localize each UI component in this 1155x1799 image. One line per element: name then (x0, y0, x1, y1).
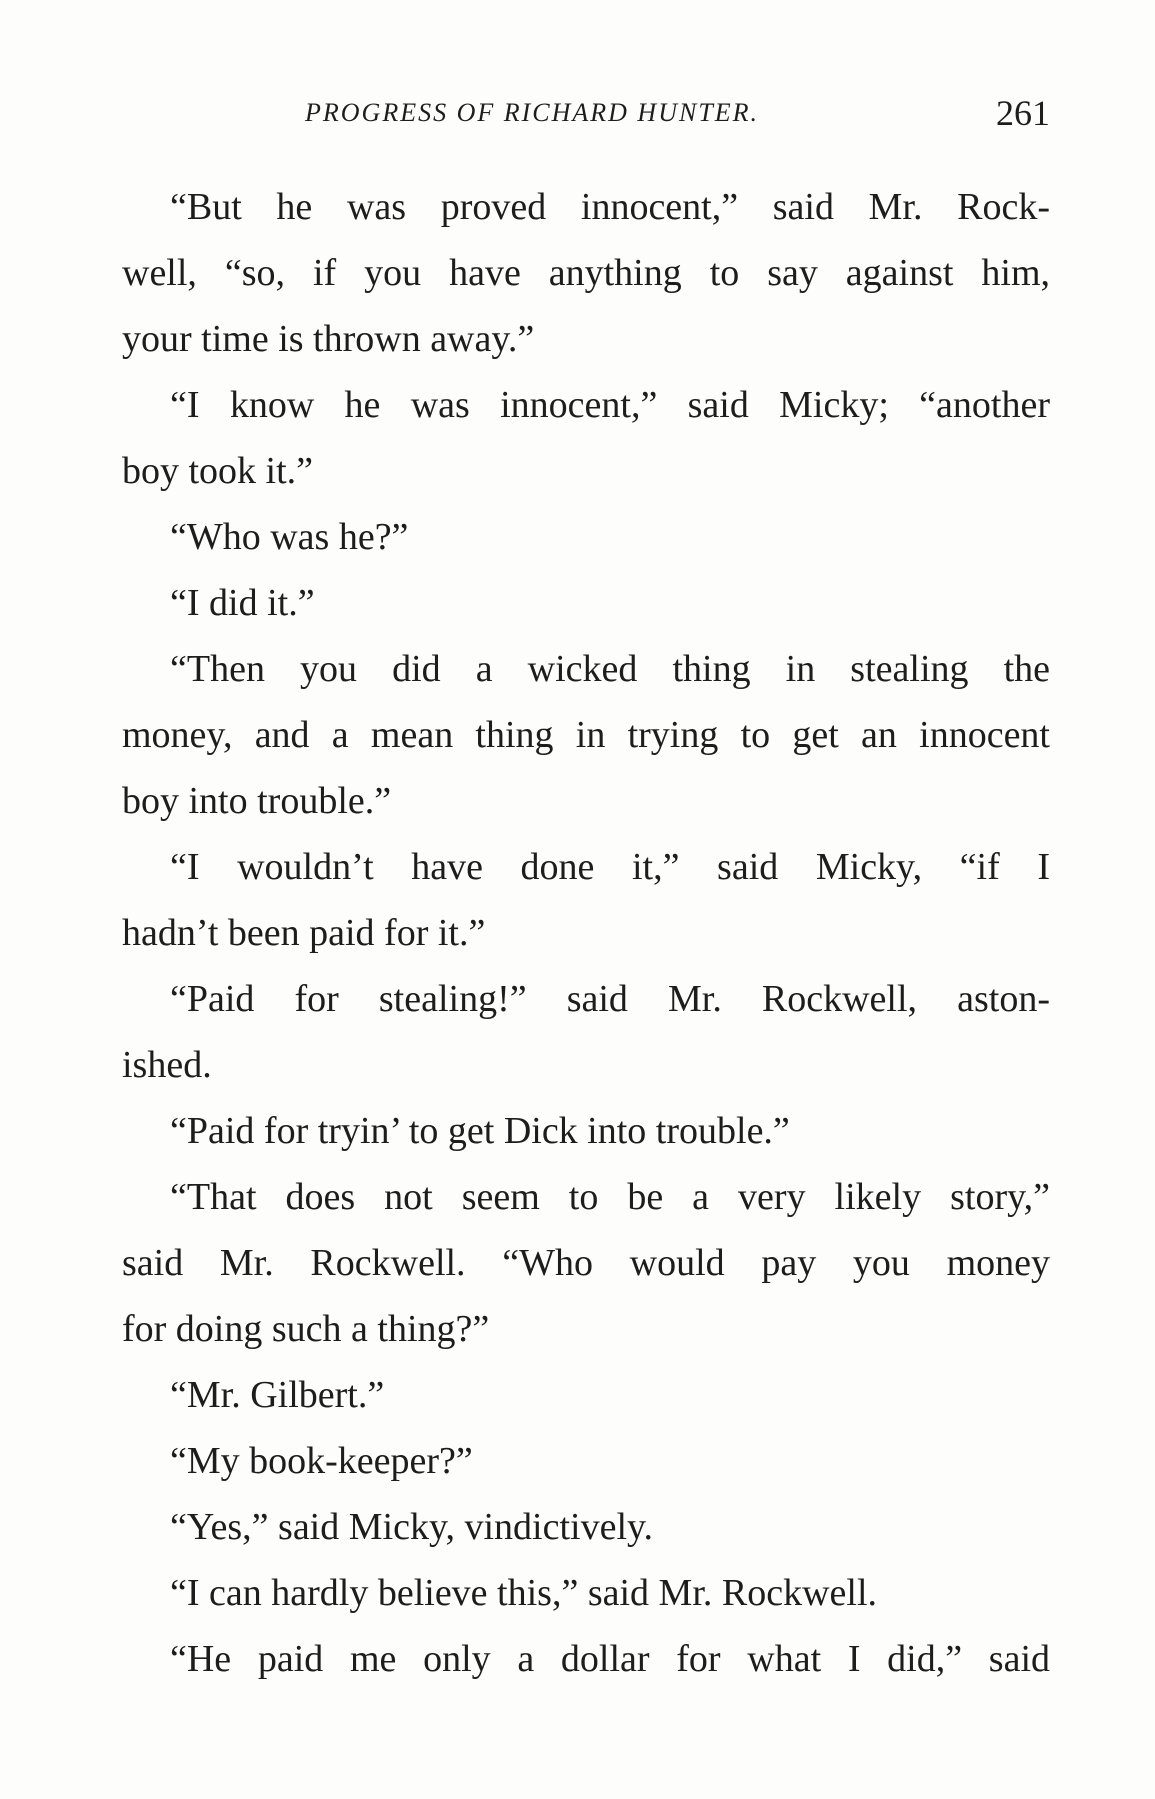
text-line: boy took it.” (122, 450, 314, 492)
text-line: “Paid for tryin’ to get Dick into trouble.” (170, 1110, 790, 1152)
text-line: “I wouldn’t have done it,” said Micky, “if I (170, 846, 1050, 888)
text-line: “I did it.” (170, 582, 315, 624)
running-head (120, 92, 1050, 142)
text-line: “My book-keeper?” (170, 1440, 473, 1482)
text-line: your time is thrown away.” (122, 318, 535, 360)
text-line: ished. (122, 1044, 212, 1086)
text-line: said Mr. Rockwell. “Who would pay you money (122, 1242, 1050, 1284)
text-line: “He paid me only a dollar for what I did,” said (170, 1638, 1050, 1680)
text-line: “Who was he?” (170, 516, 409, 558)
page-number: 261 (996, 93, 1050, 133)
text-line: for doing such a thing?” (122, 1308, 490, 1350)
text-line: “That does not seem to be a very likely story,” (170, 1176, 1050, 1218)
body-text (122, 174, 1050, 1692)
text-line: “I can hardly believe this,” said Mr. Rockwell. (170, 1572, 878, 1614)
text-line: “But he was proved innocent,” said Mr. Rock- (170, 186, 1050, 228)
text-line: “Paid for stealing!” said Mr. Rockwell, aston- (170, 978, 1050, 1020)
running-title: PROGRESS OF RICHARD HUNTER. (305, 98, 760, 127)
text-line: money, and a mean thing in trying to get an innocent (122, 714, 1050, 756)
text-line: “I know he was innocent,” said Micky; “another (170, 384, 1050, 426)
text-line: “Yes,” said Micky, vindictively. (170, 1506, 654, 1548)
text-line: “Mr. Gilbert.” (170, 1374, 385, 1416)
text-line: hadn’t been paid for it.” (122, 912, 486, 954)
text-line: “Then you did a wicked thing in stealing the (170, 648, 1050, 690)
text-line: boy into trouble.” (122, 780, 392, 822)
text-line: well, “so, if you have anything to say against him, (122, 252, 1050, 294)
